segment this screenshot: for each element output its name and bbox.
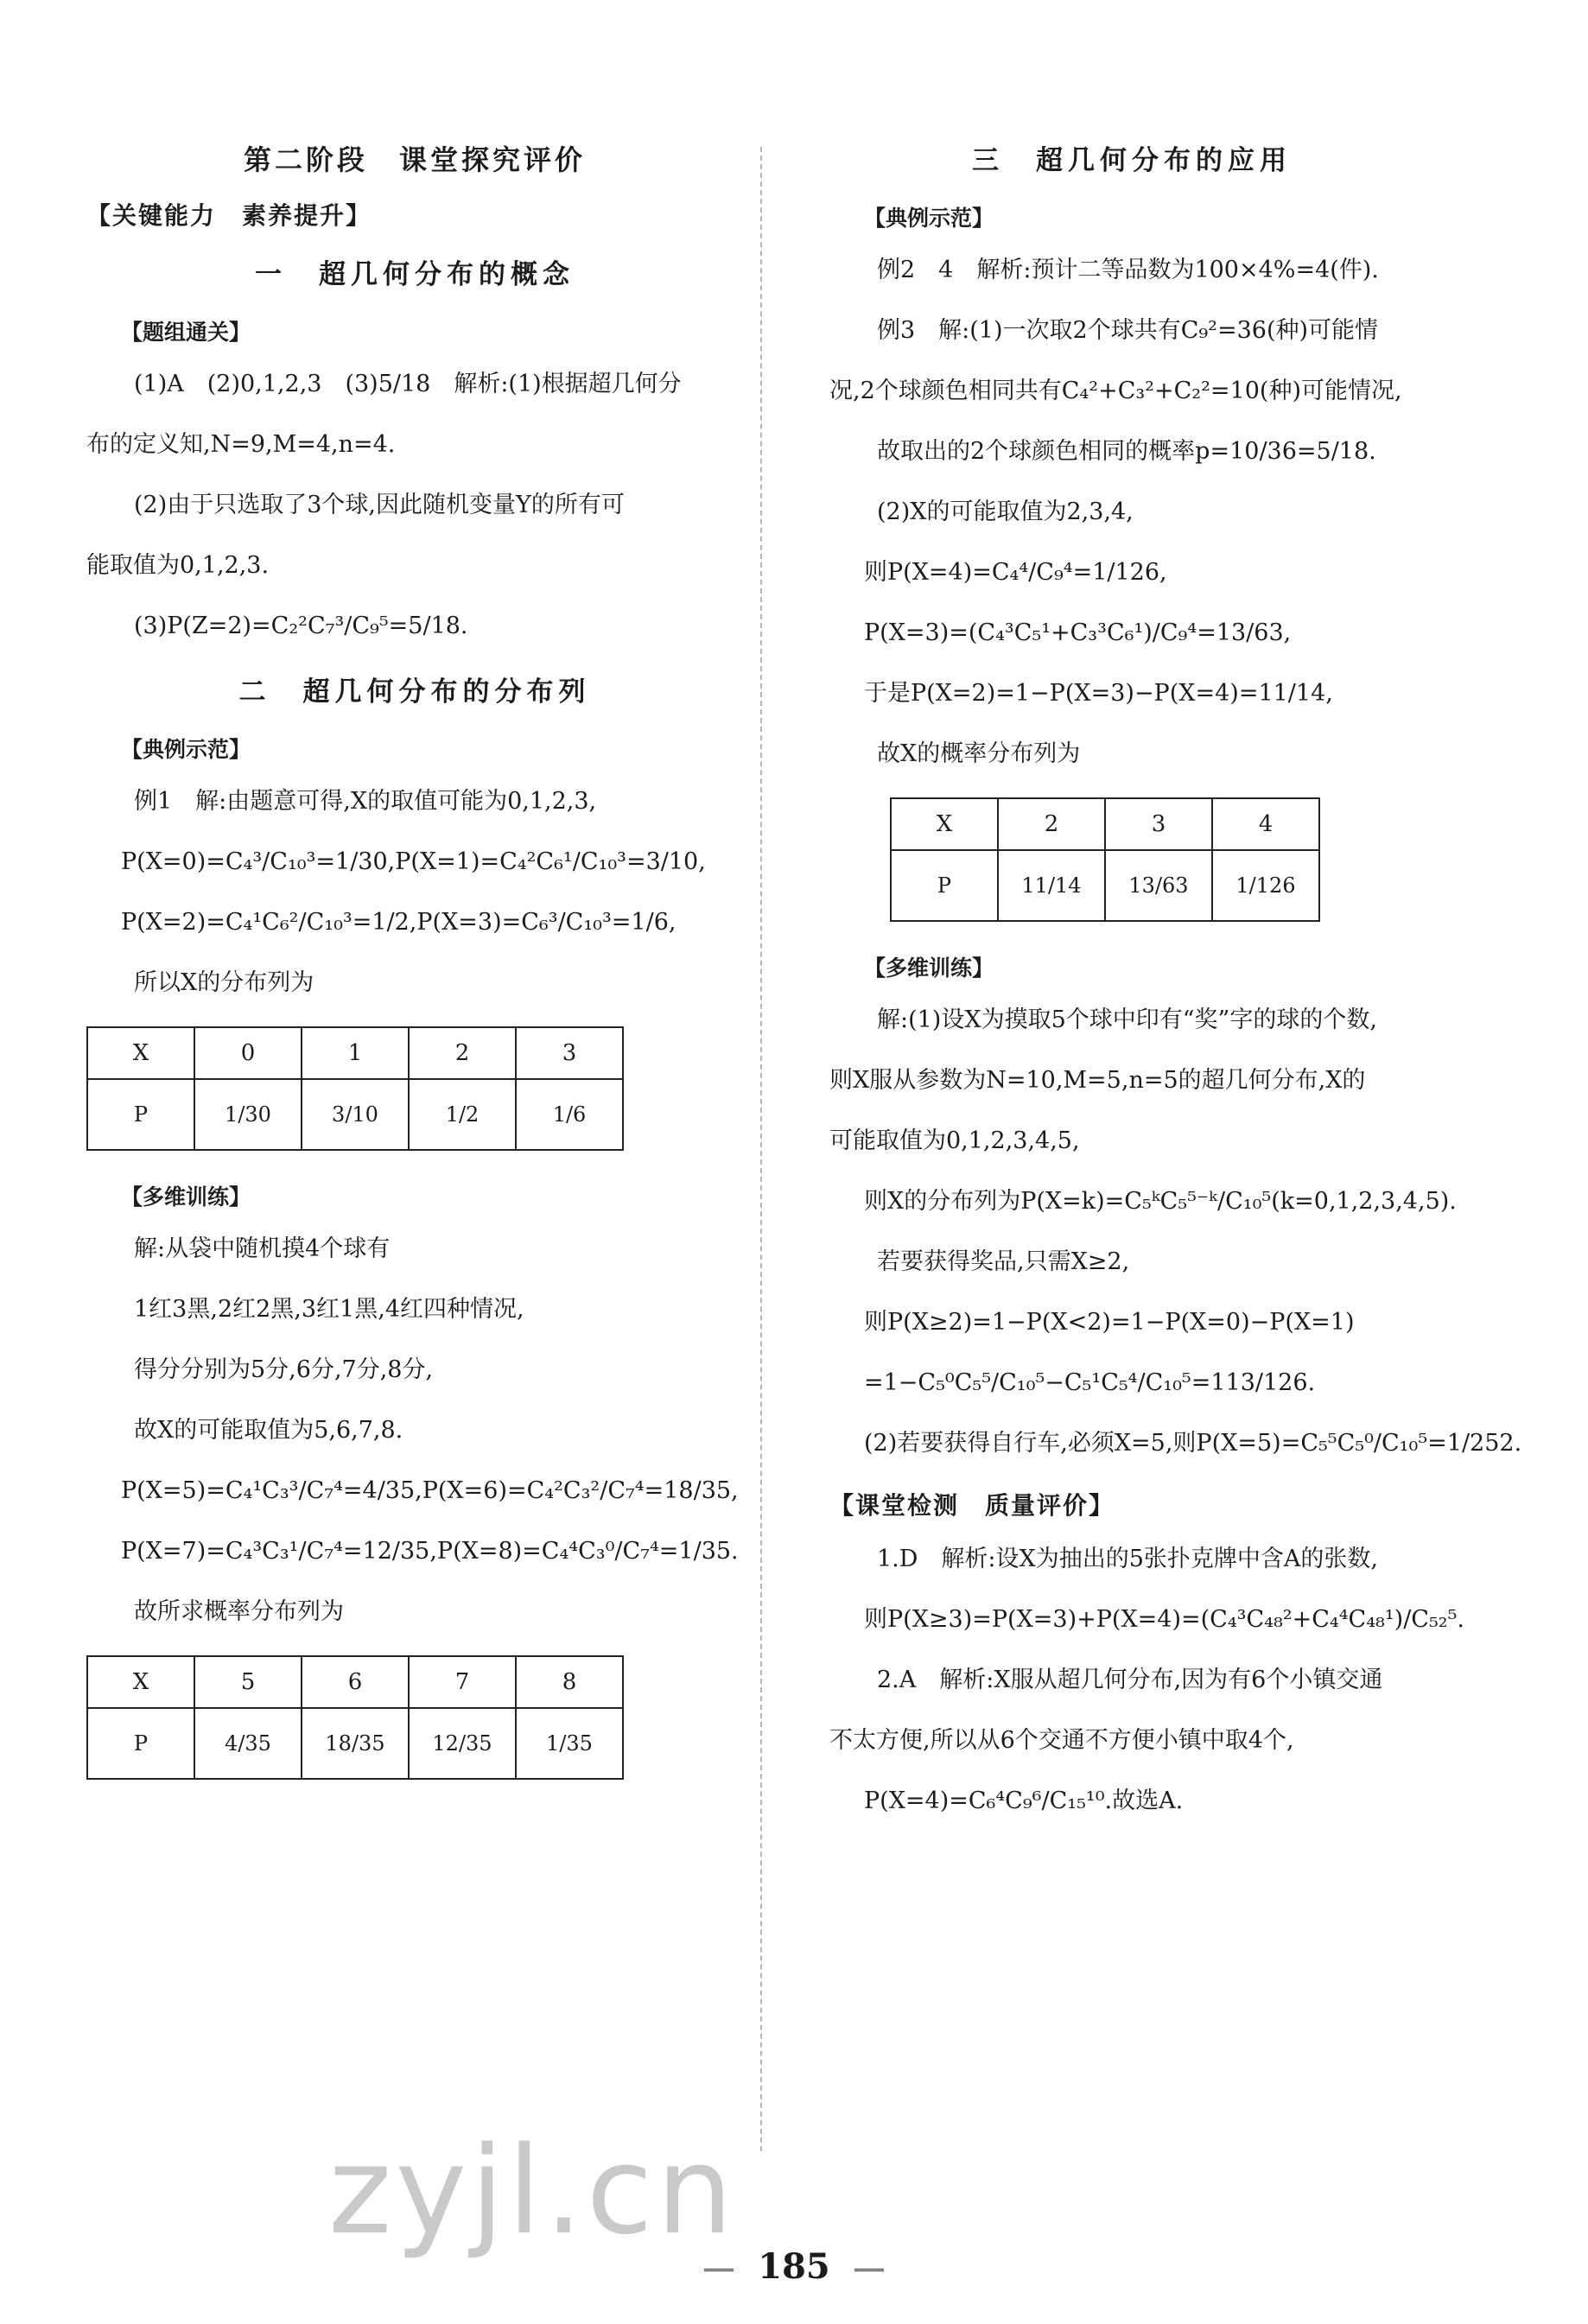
question-1-line: 1.D 解析:设X为抽出的5张扑克牌中含A的张数, [877,1546,1378,1572]
table-cell: 8 [516,1656,623,1708]
text-line: 况,2个球颜色相同共有C₄²+C₃²+C₂²=10(种)可能情况, [829,378,1402,404]
table-cell: 0 [194,1027,302,1079]
table-cell: 3 [1105,798,1212,850]
table-cell: X [87,1656,194,1708]
right-column [829,138,1522,1845]
table-cell: 5 [194,1656,302,1708]
distribution-table-1 [86,1026,624,1151]
table-cell: 1/30 [194,1079,302,1150]
section-title-distribution: 二 超几何分布的分布列 [238,676,591,708]
page-footer [0,2246,1588,2287]
example-2-line: 例2 4 解析:预计二等品数为100×4%=4(件). [877,257,1379,283]
table-cell: 4 [1212,798,1319,850]
table-cell: X [87,1027,194,1079]
text-line: 故X的可能取值为5,6,7,8. [134,1417,403,1444]
formula-line: 则P(X≥3)=P(X=3)+P(X=4)=(C₄³C₄₈²+C₄⁴C₄₈¹)/C₅₂⁵. [864,1606,1465,1633]
stage-title: 第二阶段 课堂探究评价 [243,143,586,176]
text-line: 故所求概率分布列为 [134,1598,344,1625]
formula-line: P(X=4)=C₆⁴C₉⁶/C₁₅¹⁰.故选A. [864,1787,1184,1814]
table-cell: 7 [409,1656,516,1708]
subhead-training: 【多维训练】 [121,1184,251,1210]
example-3-line: 例3 解:(1)一次取2个球共有C₉²=36(种)可能情 [877,317,1379,344]
subhead-example: 【典例示范】 [864,206,994,231]
formula-line: P(X=2)=C₄¹C₆²/C₁₀³=1/2,P(X=3)=C₆³/C₁₀³=1/6, [121,909,676,936]
footer-rule-right [854,2269,884,2271]
formula-line: P(X=3)=(C₄³C₅¹+C₃³C₆¹)/C₉⁴=13/63, [864,619,1292,646]
table-cell: 12/35 [409,1708,516,1779]
text-line: 解:(1)设X为摸取5个球中印有“奖”字的球的个数, [877,1006,1377,1033]
table-cell: 3/10 [302,1079,409,1150]
text-line: 解:从袋中随机摸4个球有 [134,1235,391,1262]
formula-line: 则P(X=4)=C₄⁴/C₉⁴=1/126, [864,559,1167,586]
text-line: 得分分别为5分,6分,7分,8分, [134,1356,434,1383]
table-cell: P [891,850,998,921]
formula-line: 则P(X≥2)=1−P(X<2)=1−P(X=0)−P(X=1) [864,1309,1355,1336]
text-line: 不太方便,所以从6个交通不方便小镇中取4个, [829,1727,1294,1754]
table-cell: 1/2 [409,1079,516,1150]
formula-line: (3)P(Z=2)=C₂²C₇³/C₉⁵=5/18. [134,613,468,639]
subhead-example: 【典例示范】 [121,737,251,762]
text-line: 能取值为0,1,2,3. [86,552,270,579]
formula-line: P(X=7)=C₄³C₃¹/C₇⁴=12/35,P(X=8)=C₄⁴C₃⁰/C₇⁴=1/35. [121,1538,739,1565]
table-cell: P [87,1079,194,1150]
section-bracket-key-ability: 【关键能力 素养提升】 [86,201,372,230]
table-cell: 13/63 [1105,850,1212,921]
watermark-logo: zyjl.cn [328,2121,737,2262]
table-cell: 1/6 [516,1079,623,1150]
formula-line: 故取出的2个球颜色相同的概率p=10/36=5/18. [877,438,1376,465]
column-divider [760,147,762,2151]
text-line: (2)由于只选取了3个球,因此随机变量Y的所有可 [134,492,625,518]
subhead-tiqun: 【题组通关】 [121,320,251,345]
distribution-table-3 [890,797,1320,922]
table-cell: 2 [998,798,1105,850]
text-line: 故X的概率分布列为 [877,740,1081,767]
question-2-line: 2.A 解析:X服从超几何分布,因为有6个小镇交通 [877,1667,1383,1693]
text-line: 1红3黑,2红2黑,3红1黑,4红四种情况, [134,1296,524,1323]
text-line: (1)A (2)0,1,2,3 (3)5/18 解析:(1)根据超几何分 [134,371,682,397]
table-cell: X [891,798,998,850]
distribution-table-2 [86,1655,624,1780]
formula-line: (2)若要获得自行车,必须X=5,则P(X=5)=C₅⁵C₅⁰/C₁₀⁵=1/252. [864,1430,1522,1457]
footer-rule-left [704,2269,734,2271]
subhead-training: 【多维训练】 [864,956,994,981]
section-bracket-check: 【课堂检测 质量评价】 [829,1491,1115,1520]
table-cell: 18/35 [302,1708,409,1779]
table-cell: P [87,1708,194,1779]
table-cell: 4/35 [194,1708,302,1779]
formula-line: 则X的分布列为P(X=k)=C₅ᵏC₅⁵⁻ᵏ/C₁₀⁵(k=0,1,2,3,4,5). [864,1188,1457,1215]
table-cell: 1/126 [1212,850,1319,921]
table-cell: 2 [409,1027,516,1079]
text-line: 可能取值为0,1,2,3,4,5, [829,1127,1080,1154]
text-line: (2)X的可能取值为2,3,4, [877,498,1134,525]
table-cell: 1/35 [516,1708,623,1779]
formula-line: 于是P(X=2)=1−P(X=3)−P(X=4)=11/14, [864,680,1333,707]
left-column [86,138,743,1809]
text-line: 则X服从参数为N=10,M=5,n=5的超几何分布,X的 [829,1067,1366,1094]
table-cell: 3 [516,1027,623,1079]
section-title-application: 三 超几何分布的应用 [972,145,1292,176]
example-1-line: 例1 解:由题意可得,X的取值可能为0,1,2,3, [134,788,597,815]
formula-line: P(X=5)=C₄¹C₃³/C₇⁴=4/35,P(X=6)=C₄²C₃²/C₇⁴=18/35, [121,1477,739,1504]
text-line: 若要获得奖品,只需X≥2, [877,1248,1130,1275]
text-line: 所以X的分布列为 [134,969,314,996]
table-cell: 11/14 [998,850,1105,921]
table-cell: 6 [302,1656,409,1708]
section-title-concept: 一 超几何分布的概念 [255,259,575,290]
formula-line: P(X=0)=C₄³/C₁₀³=1/30,P(X=1)=C₄²C₆¹/C₁₀³=3/10, [121,848,706,875]
text-line: 布的定义知,N=9,M=4,n=4. [86,431,396,458]
table-cell: 1 [302,1027,409,1079]
formula-line: =1−C₅⁰C₅⁵/C₁₀⁵−C₅¹C₅⁴/C₁₀⁵=113/126. [864,1369,1316,1396]
page-number: 185 [758,2246,830,2287]
